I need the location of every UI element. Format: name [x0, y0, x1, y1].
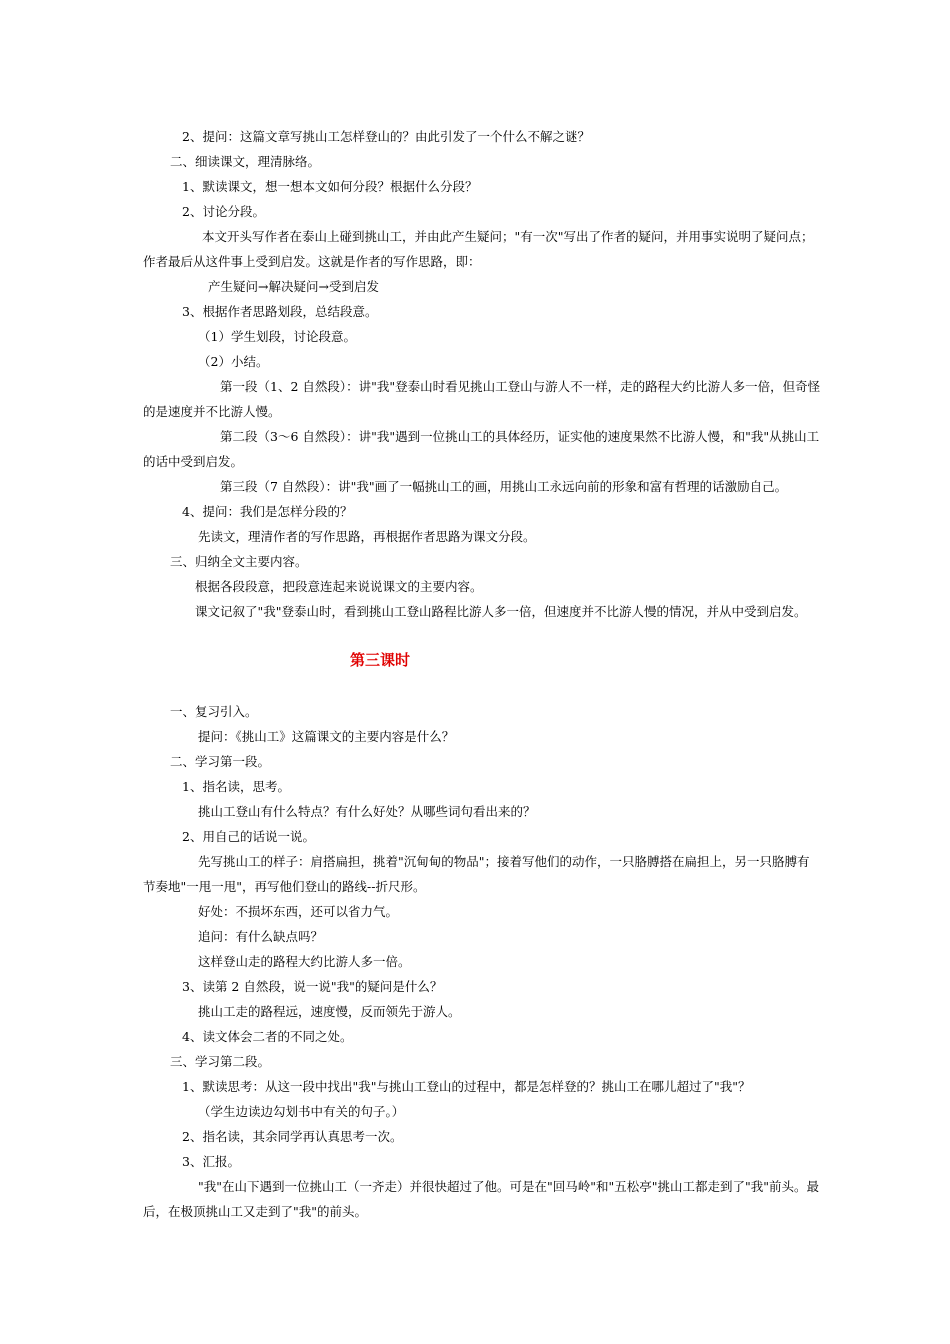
- text-line: 2、讨论分段。: [182, 204, 265, 219]
- paragraph-line: 本文开头写作者在泰山上碰到挑山工，并由此产生疑问；"有一次"写出了作者的疑问，并用事实说明了疑问点；: [202, 229, 814, 244]
- text-line: 追问：有什么缺点吗？: [198, 929, 324, 944]
- lesson-title: 第三课时: [349, 651, 410, 669]
- text-line: 3、汇报。: [182, 1154, 240, 1169]
- paragraph-line: 第二段（3～6 自然段）：讲"我"遇到一位挑山工的具体经历，证实他的速度果然不比游人慢，和"我"从挑山工: [220, 429, 820, 444]
- paragraph-line: 第一段（1、2 自然段）：讲"我"登泰山时看见挑山工登山与游人不一样，走的路程大约比游人多一倍，但奇怪: [220, 379, 821, 394]
- text-line: 2、用自己的话说一说。: [182, 829, 315, 844]
- section-heading: 二、细读课文，理清脉络。: [170, 154, 321, 169]
- section-heading: 二、学习第一段。: [170, 754, 271, 769]
- paragraph-line: 的是速度并不比游人慢。: [143, 404, 281, 419]
- text-line: 先读文，理清作者的写作思路，再根据作者思路为课文分段。: [198, 529, 536, 544]
- text-line: 1、默读课文，想一想本文如何分段？根据什么分段？: [182, 179, 478, 194]
- text-line: 2、指名读，其余同学再认真思考一次。: [182, 1129, 403, 1144]
- text-line: 这样登山走的路程大约比游人多一倍。: [198, 954, 411, 969]
- text-line: 2、提问：这篇文章写挑山工怎样登山的？由此引发了一个什么不解之谜？: [182, 129, 590, 144]
- paragraph-line: 先写挑山工的样子：肩搭扁担，挑着"沉甸甸的物品"；接着写他们的动作，一只胳膊搭在扁担上，另一只胳膊有: [198, 854, 810, 869]
- text-line: 产生疑问→解决疑问→受到启发: [208, 279, 379, 294]
- section-heading: 一、复习引入。: [170, 704, 258, 719]
- text-line: 挑山工走的路程远，速度慢，反而领先于游人。: [198, 1004, 461, 1019]
- paragraph-line: 作者最后从这件事上受到启发。这就是作者的写作思路，即：: [143, 254, 481, 269]
- text-line: 挑山工登山有什么特点？有什么好处？从哪些词句看出来的？: [198, 804, 536, 819]
- text-line: 1、默读思考：从这一段中找出"我"与挑山工登山的过程中，都是怎样登的？挑山工在哪儿超过了"我"？: [182, 1079, 751, 1094]
- text-line: 3、读第 2 自然段，说一说"我"的疑问是什么？: [182, 979, 443, 994]
- text-line: 4、读文体会二者的不同之处。: [182, 1029, 353, 1044]
- paragraph-line: 第三段（7 自然段）：讲"我"画了一幅挑山工的画，用挑山工永远向前的形象和富有哲理的话激励自己。: [220, 479, 788, 494]
- text-line: 4、提问：我们是怎样分段的？: [182, 504, 353, 519]
- text-line: 根据各段段意，把段意连起来说说课文的主要内容。: [195, 579, 483, 594]
- text-line: （1）学生划段，讨论段意。: [198, 329, 356, 344]
- text-line: 好处：不损坏东西，还可以省力气。: [198, 904, 399, 919]
- text-line: （2）小结。: [198, 354, 269, 369]
- section-heading: 三、学习第二段。: [170, 1054, 271, 1069]
- paragraph-line: 节奏地"一甩一甩"，再写他们登山的路线--折尺形。: [143, 879, 426, 894]
- section-heading: 三、归纳全文主要内容。: [170, 554, 308, 569]
- text-line: 1、指名读，思考。: [182, 779, 290, 794]
- paragraph-line: "我"在山下遇到一位挑山工（一齐走）并很快超过了他。可是在"回马岭"和"五松亭"挑山工都走到了"我"前头。最: [198, 1179, 819, 1194]
- paragraph-line: 后，在极顶挑山工又走到了"我"的前头。: [143, 1204, 367, 1219]
- paragraph-line: 的话中受到启发。: [143, 454, 244, 469]
- text-line: 3、根据作者思路划段，总结段意。: [182, 304, 378, 319]
- text-line: 提问：《挑山工》这篇课文的主要内容是什么？: [198, 729, 455, 744]
- text-line: （学生边读边勾划书中有关的句子。）: [198, 1104, 405, 1119]
- text-line: 课文记叙了"我"登泰山时，看到挑山工登山路程比游人多一倍，但速度并不比游人慢的情况，并从中受到启发。: [195, 604, 807, 619]
